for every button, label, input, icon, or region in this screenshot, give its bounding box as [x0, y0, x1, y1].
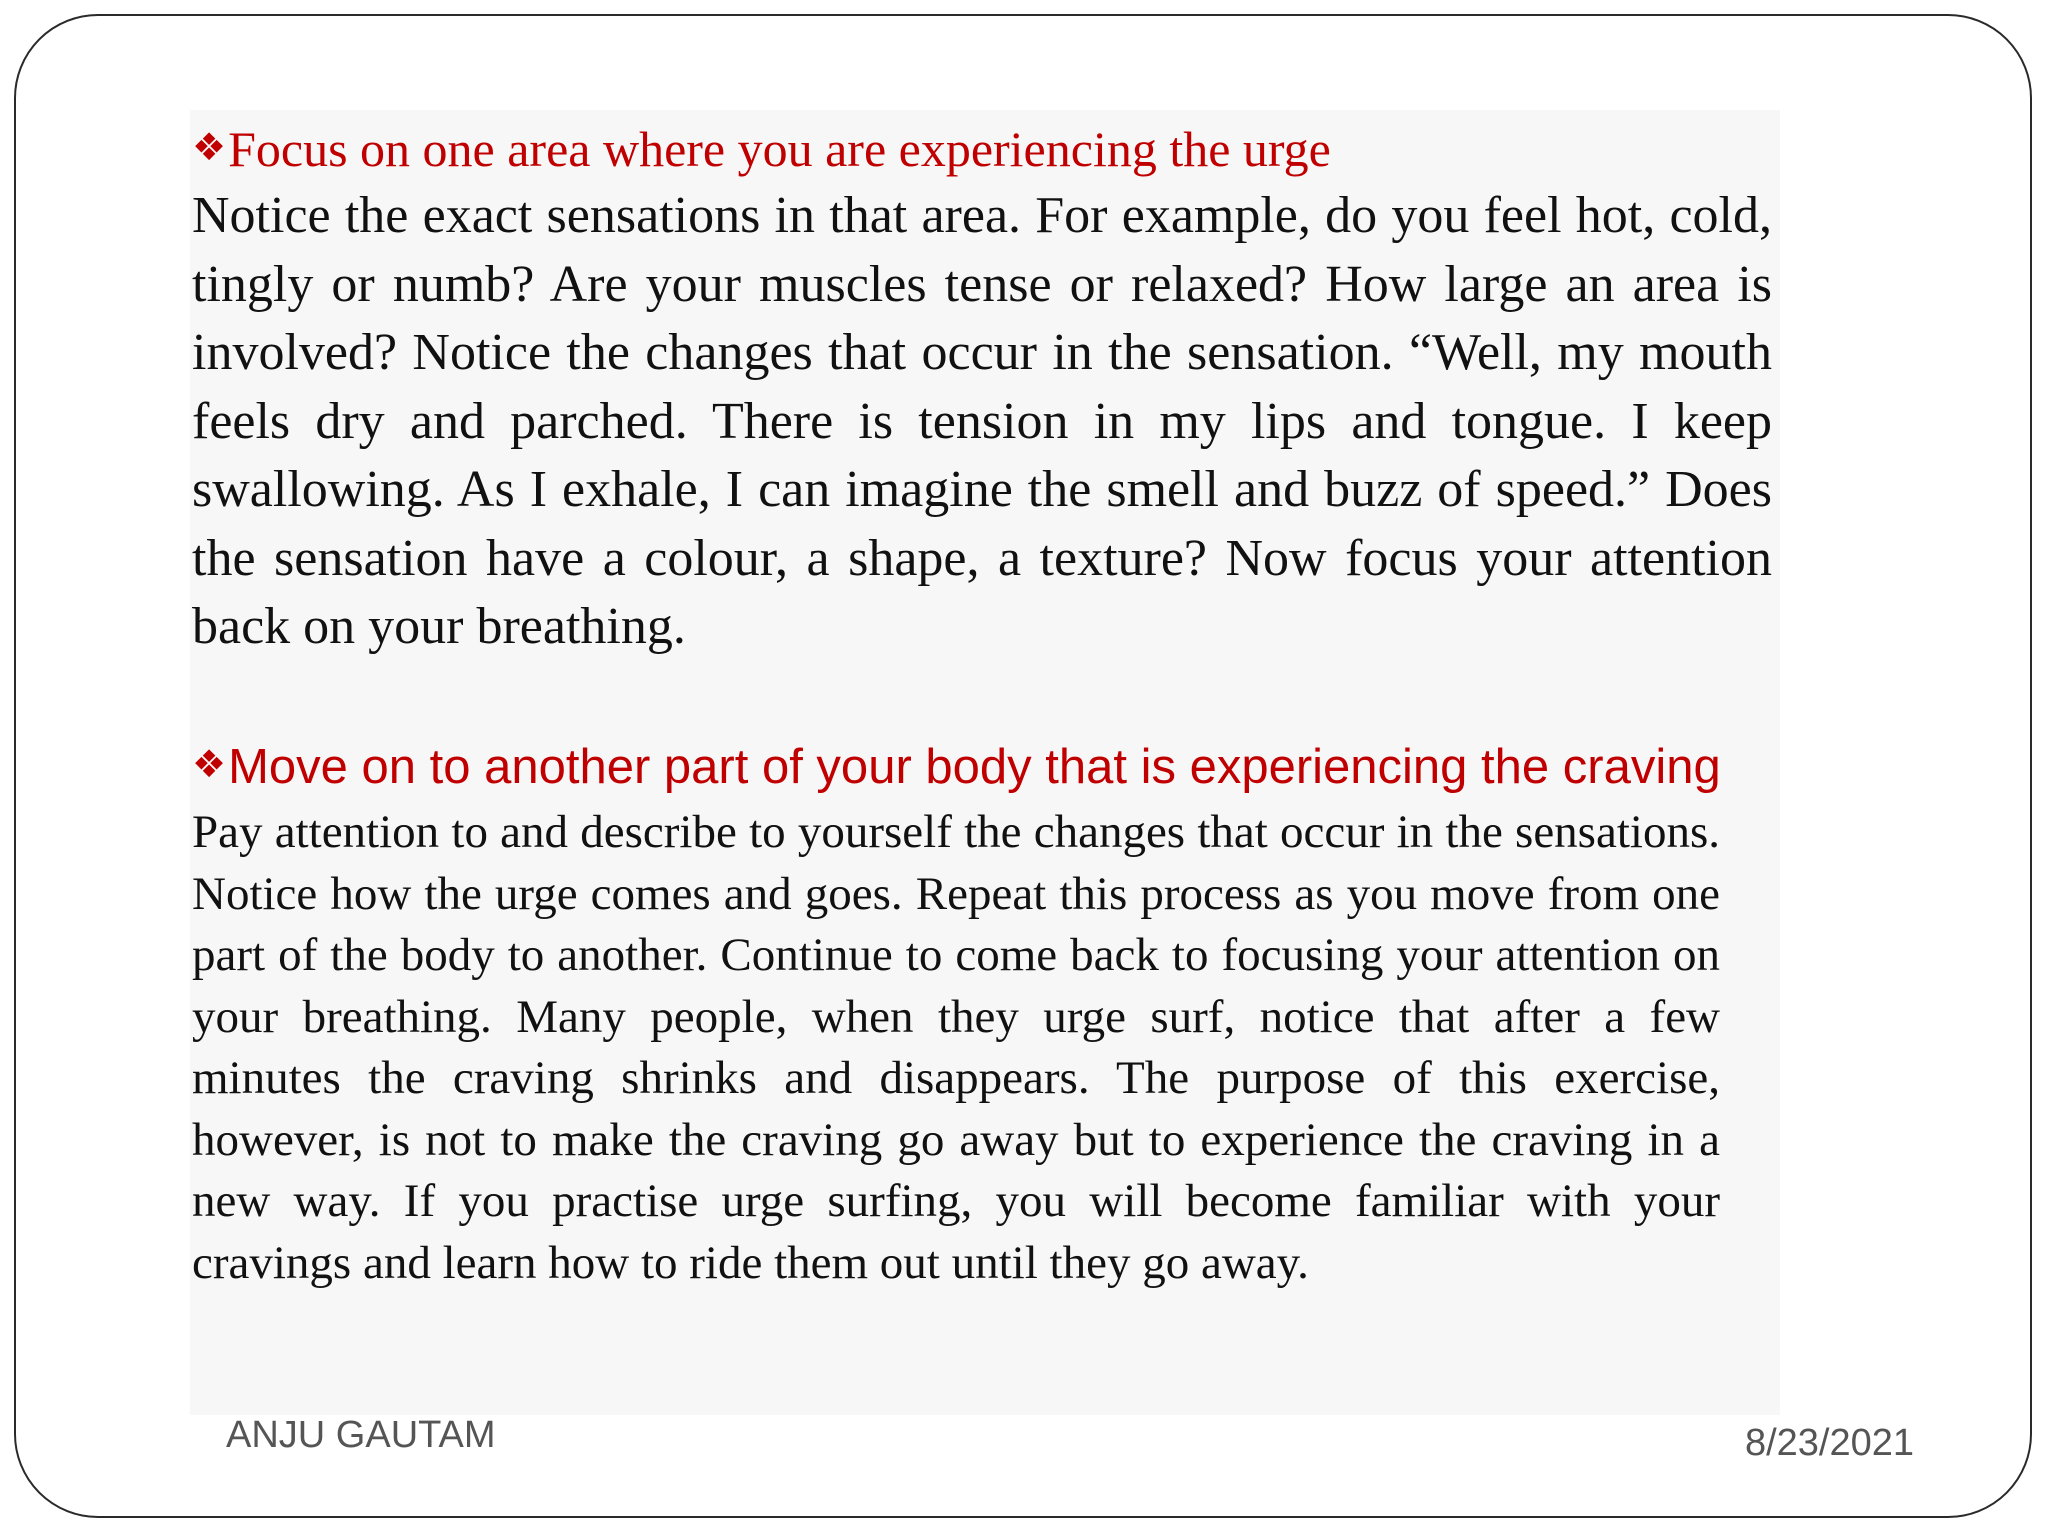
- footer-date: 8/23/2021: [1744, 1422, 1914, 1464]
- section-body-focus: Notice the exact sensations in that area. For example, do you feel hot, cold, tingly or numb? Are your muscles tense or relaxed? How large an area is involved? Notice the changes that occur in the sensation. “Well, my mouth feels dry and parched. There is tension in my lips and tongue. I keep swallowing. As I exhale, I can imagine the smell and buzz of speed.” Does the sensation have a colour, a shape, a texture? Now focus your attention back on your breathing.: [192, 187, 1772, 655]
- section-heading-text: Move on to another part of your body that is experiencing the craving: [228, 740, 1721, 794]
- diamond-bullet-icon: ❖: [192, 125, 227, 169]
- diamond-bullet-icon: ❖: [192, 742, 227, 786]
- section-focus-area: [192, 114, 1774, 662]
- section-heading-move: [192, 730, 1772, 802]
- section-heading-text: Focus on one area where you are experiencing the urge: [228, 121, 1331, 177]
- footer-author: ANJU GAUTAM: [226, 1414, 496, 1456]
- section-heading-focus: [192, 114, 1774, 182]
- section-body-move: Pay attention to and describe to yourself the changes that occur in the sensations. Notice how the urge comes and goes. Repeat this process as you move from one part of the body to another. Continue to come back to focusing your attention on your breathing. Many people, when they urge surf, notice that after a few minutes the craving shrinks and disappears. The purpose of this exercise, however, is not to make the craving go away but to experience the craving in a new way. If you practise urge surfing, you will become familiar with your cravings and learn how to ride them out until they go away.: [192, 806, 1720, 1289]
- section-move-on: [192, 730, 1774, 1294]
